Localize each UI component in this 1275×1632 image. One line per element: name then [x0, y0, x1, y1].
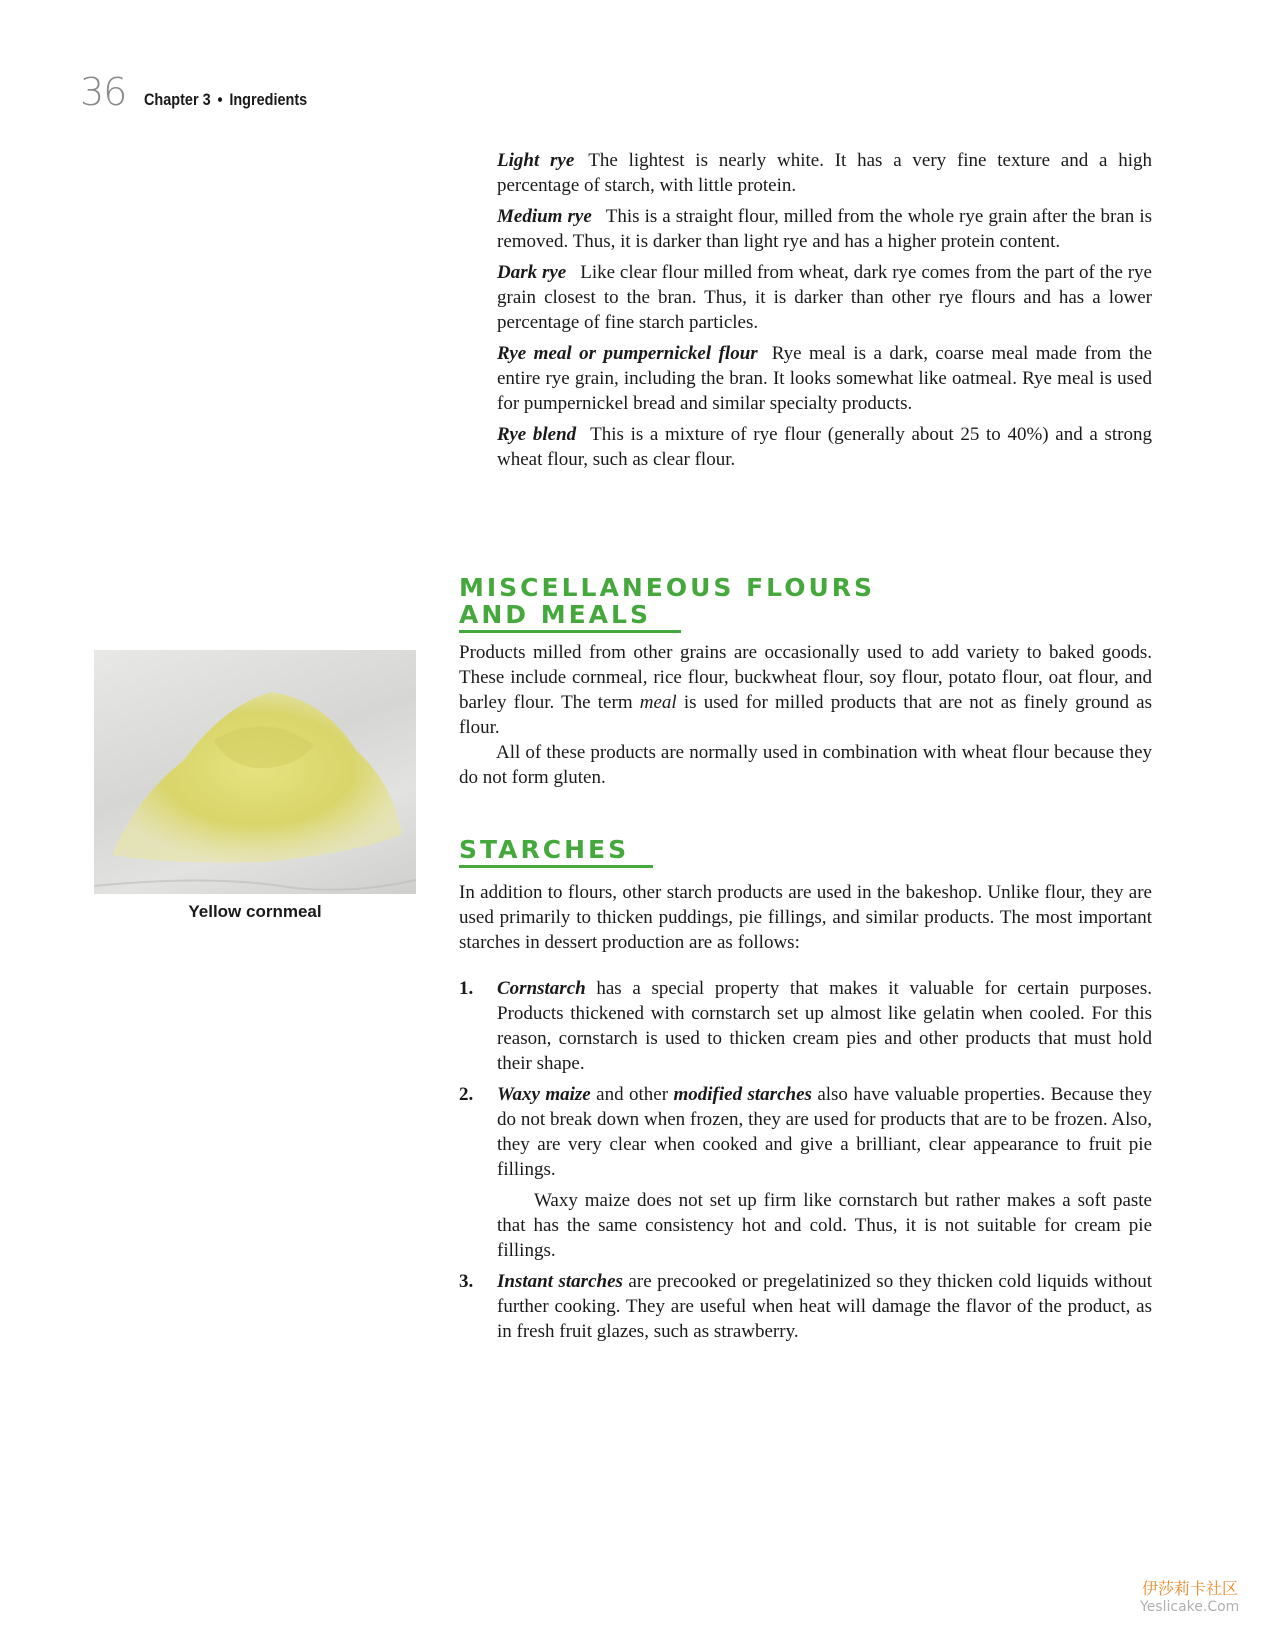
heading-line: MISCELLANEOUS FLOURS	[459, 573, 876, 602]
definition-term: Light rye	[497, 150, 575, 171]
list-number: 2.	[459, 1084, 474, 1105]
list-item	[459, 1082, 1152, 1263]
misc-flours-body	[459, 640, 1152, 790]
list-number: 1.	[459, 978, 474, 999]
definition-text: Rye meal is a dark, coarse meal made from the entire rye grain, including the bran. It looks somewhat like oatmeal. Rye meal is used for pumpernickel bread and similar specialty products.	[497, 343, 1153, 414]
definition-text: The lightest is nearly white. It has a very fine texture and a high percentage of starch, with little protein.	[497, 150, 1152, 196]
text-run: is used for milled products that are not as finely ground as flour.	[459, 692, 1152, 738]
figure-caption: Yellow cornmeal	[188, 902, 322, 921]
running-header	[80, 70, 336, 114]
watermark-url: Yeslicake.Com	[1140, 1599, 1240, 1615]
text-run: are precooked or pregelatinized so they thicken cold liquids without further cooking. They are useful when heat will damage the flavor of the product, as in fresh fruit glazes, such as strawberry.	[497, 1271, 1152, 1342]
paragraph	[497, 976, 1152, 1076]
starch-term: Waxy maize	[497, 1084, 591, 1105]
watermark-chinese: 伊莎莉卡社区	[1142, 1579, 1239, 1598]
cornmeal-photo	[94, 650, 416, 894]
chapter-title: Ingredients	[229, 90, 308, 109]
text-run: also have valuable properties. Because they do not break down when frozen, they are used for products that are to be frozen. Also, they are very clear when cooked and give a brilliant, clear appearance to fruit pie fillings.	[497, 1084, 1152, 1180]
heading-line: STARCHES	[459, 835, 630, 864]
starch-term: Cornstarch	[497, 978, 586, 999]
page-number: 36	[80, 70, 127, 114]
rye-definitions	[497, 148, 1152, 478]
list-text	[497, 976, 1152, 1076]
list-text	[497, 1082, 1152, 1263]
definition-term: Medium rye	[497, 206, 592, 227]
definition-text: This is a mixture of rye flour (generally about 25 to 40%) and a strong wheat flour, such as clear flour.	[497, 424, 1152, 470]
paragraph: Waxy maize does not set up firm like cornstarch but rather makes a soft paste that has the same consistency hot and cold. Thus, it is not suitable for cream pie fillings.	[497, 1190, 1152, 1261]
emphasis: meal	[639, 692, 677, 713]
definition-item	[497, 260, 1152, 335]
paragraph: In addition to flours, other starch products are used in the bakeshop. Unlike flour, they are used primarily to thicken puddings, pie fillings, and similar products. The most important starches in dessert production are as follows:	[459, 882, 1152, 953]
paragraph: All of these products are normally used in combination with wheat flour because they do not form gluten.	[459, 742, 1152, 788]
paragraph	[497, 1082, 1152, 1182]
definition-term: Rye blend	[497, 424, 577, 445]
cornmeal-illustration	[94, 650, 416, 894]
definition-item	[497, 422, 1152, 472]
definition-item	[497, 148, 1152, 198]
chapter-label: Chapter 3	[144, 90, 212, 109]
list-number: 3.	[459, 1271, 474, 1292]
section-heading-misc-flours	[459, 574, 959, 633]
text-run: and other	[590, 1084, 674, 1105]
definition-item	[497, 204, 1152, 254]
list-item	[459, 976, 1152, 1076]
heading-underline	[459, 630, 681, 633]
definition-term: Rye meal or pumpernickel flour	[497, 343, 758, 364]
definition-item	[497, 341, 1152, 416]
heading-line: AND MEALS	[459, 600, 651, 629]
text-run: has a special property that makes it valuable for certain purposes. Products thickened with cornstarch set up almost like gelatin when cooled. For this reason, cornstarch is used to thicken cream pies and other products that must hold their shape.	[497, 978, 1152, 1074]
list-item	[459, 1269, 1152, 1344]
section-heading-starches	[459, 836, 653, 868]
starch-list	[459, 976, 1152, 1350]
paragraph	[459, 640, 1152, 740]
running-head	[144, 90, 307, 110]
paragraph	[497, 1269, 1152, 1344]
definition-text: Like clear flour milled from wheat, dark rye comes from the part of the rye grain closest to the bran. Thus, it is darker than other rye flours and has a lower percentage of fine starch particles.	[497, 262, 1152, 333]
starch-term: modified starches	[673, 1084, 812, 1105]
starch-term: Instant starches	[497, 1271, 623, 1292]
definition-term: Dark rye	[497, 262, 567, 283]
list-text	[497, 1269, 1152, 1344]
header-separator: •	[217, 90, 223, 109]
starches-intro	[459, 880, 1152, 955]
heading-underline	[459, 865, 653, 868]
definition-text: This is a straight flour, milled from the whole rye grain after the bran is removed. Thus, it is darker than light rye and has a higher protein content.	[497, 206, 1153, 252]
text-run: Products milled from other grains are occasionally used to add variety to baked goods. These include cornmeal, rice flour, buckwheat flour, soy flour, potato flour, oat flour, and barley flour. The term	[459, 642, 1152, 713]
